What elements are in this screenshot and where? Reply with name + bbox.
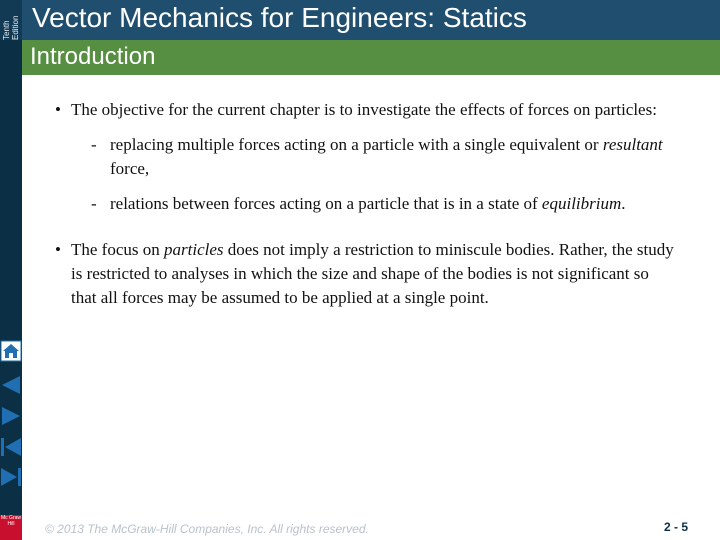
bullet2-tail: does not imply a restriction to miniscule bodies. Rather, the study is restricted to analyses in which the size and shape of the bodies is not significant so that all forces may be assumed to be applied at a single point. <box>71 240 674 307</box>
bullet2-italic: particles <box>164 240 224 259</box>
bullet-dot: • <box>55 240 61 259</box>
last-icon[interactable] <box>0 466 22 488</box>
title-bar <box>22 0 720 40</box>
bullet-objective <box>55 98 675 122</box>
next-icon[interactable] <box>0 405 22 427</box>
section-title: Introduction <box>30 43 156 70</box>
slide-title: Vector Mechanics for Engineers: Statics <box>32 2 527 33</box>
bullet-objective-text: The objective for the current chapter is to investigate the effects of forces on particles: <box>71 100 657 119</box>
slide-content <box>55 98 675 310</box>
bullet-dot: • <box>55 100 61 119</box>
edition-label: Tenth Edition <box>2 15 20 40</box>
first-icon[interactable] <box>0 436 22 458</box>
dash-marker: - <box>91 135 97 154</box>
bullet-focus <box>55 238 675 310</box>
home-icon[interactable] <box>0 340 22 362</box>
sub2-text: relations between forces acting on a particle that is in a state of <box>110 194 542 213</box>
copyright-notice: © 2013 The McGraw-Hill Companies, Inc. All rights reserved. <box>45 522 369 536</box>
previous-icon[interactable] <box>0 374 22 396</box>
sub2-tail: . <box>621 194 626 213</box>
sub2-italic: equilibrium <box>541 194 622 213</box>
section-bar <box>22 40 720 75</box>
edition-box <box>0 0 22 40</box>
sub1-italic: resultant <box>602 135 663 154</box>
sub1-tail: force, <box>110 159 150 178</box>
left-sidebar <box>0 0 22 540</box>
sub-bullet-resultant <box>55 133 675 181</box>
dash-marker: - <box>91 194 97 213</box>
sub1-text: replacing multiple forces acting on a particle with a single equivalent or <box>110 135 603 154</box>
bullet2-text: The focus on <box>71 240 165 259</box>
sub-bullet-equilibrium <box>55 192 675 216</box>
page-number: 2 - 5 <box>664 520 689 534</box>
mcgraw-hill-logo: Mc Graw Hill <box>0 515 22 540</box>
